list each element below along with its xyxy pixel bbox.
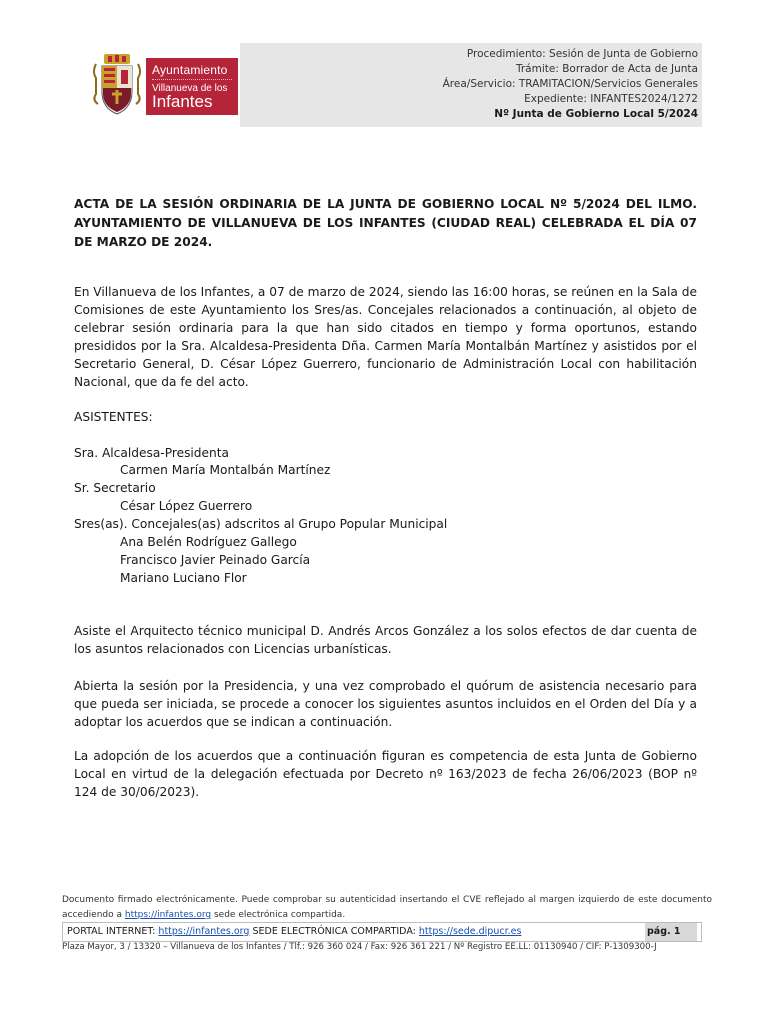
asistentes-heading: ASISTENTES:	[74, 410, 153, 424]
arquitecto-paragraph: Asiste el Arquitecto técnico municipal D. Andrés Arcos González a los solos efectos de dar cuenta de los asuntos relacionados con Licencias urbanísticas.	[74, 624, 697, 656]
intro-paragraph: En Villanueva de los Infantes, a 07 de marzo de 2024, siendo las 16:00 horas, se reúnen en la Sala de Comisiones de este Ayuntamiento los Sres/as. Concejales relacionados a continuación, al objeto de celebrar sesión ordinaria para la que han sido citados en tiempo y forma oportunos, estando presididos por la Sra. Alcaldesa-Presidenta Dña. Carmen María Montalbán Martínez y asistidos por el Secretario General, D. César López Guerrero, funcionario de Administración Local con habilitación Nacional, que da fe del acto.	[74, 285, 697, 389]
concejal-item: Ana Belén Rodríguez Gallego	[120, 535, 297, 549]
footer-address: Plaza Mayor, 3 / 13320 – Villanueva de los Infantes / Tlf.: 926 360 024 / Fax: 926 361 221 / Nº Registro EE.LL: 01130940 / CIF: P-1309300-J	[62, 942, 657, 952]
procedure-header	[240, 43, 702, 127]
header-expediente: Expediente: INFANTES2024/1272	[524, 93, 698, 105]
alcaldesa-name: Carmen María Montalbán Martínez	[120, 463, 331, 477]
secretario-role: Sr. Secretario	[74, 481, 156, 495]
header-junta: Nº Junta de Gobierno Local 5/2024	[494, 108, 698, 120]
sede-label: SEDE ELECTRÓNICA COMPARTIDA:	[252, 926, 416, 937]
signature-note-text: Documento firmado electrónicamente. Puede comprobar su autenticidad insertando el CVE reflejado al margen izquierdo de este documento accediendo a	[62, 895, 712, 920]
concejal-item: Mariano Luciano Flor	[120, 571, 247, 585]
note-link[interactable]: https://infantes.org	[124, 910, 212, 920]
competencia-paragraph: La adopción de los acuerdos que a continuación figuran es competencia de esta Junta de Gobierno Local en virtud de la delegación efectuada por Decreto nº 163/2023 de fecha 26/06/2023 (BOP nº 124 de 30/06/2023).	[74, 749, 697, 799]
portal-label: PORTAL INTERNET:	[67, 926, 156, 937]
signature-note	[62, 893, 712, 923]
sede-link[interactable]: https://sede.dipucr.es	[418, 926, 522, 937]
logo-separator	[152, 79, 232, 80]
portal-bar	[62, 922, 702, 942]
secretario-name: César López Guerrero	[120, 499, 253, 513]
header-procedimiento: Procedimiento: Sesión de Junta de Gobierno	[466, 48, 698, 60]
apertura-paragraph: Abierta la sesión por la Presidencia, y una vez comprobado el quórum de asistencia necesario para que pueda ser iniciada, se procede a conocer los siguientes asuntos incluidos en el Orden del Día y a adoptar los acuerdos que se indican a continuación.	[74, 679, 697, 729]
coat-of-arms-icon	[90, 54, 144, 116]
portal-link[interactable]: https://infantes.org	[158, 926, 250, 937]
header-tramite: Trámite: Borrador de Acta de Junta	[515, 63, 698, 75]
signature-note-tail: sede electrónica compartida.	[213, 910, 346, 920]
concejal-item: Francisco Javier Peinado García	[120, 553, 311, 567]
alcaldesa-role: Sra. Alcaldesa-Presidenta	[74, 446, 230, 460]
logo-line1: Ayuntamiento	[152, 63, 228, 77]
concejales-role: Sres(as). Concejales(as) adscritos al Grupo Popular Municipal	[74, 517, 448, 531]
header-area: Área/Servicio: TRAMITACION/Servicios Generales	[442, 78, 698, 90]
logo-line2: Villanueva de los	[152, 83, 228, 94]
logo-brand	[146, 58, 238, 115]
logo-line3: Infantes	[152, 92, 213, 111]
page-number: pág. 1	[645, 923, 697, 941]
municipal-logo	[90, 54, 240, 116]
document-title: ACTA DE LA SESIÓN ORDINARIA DE LA JUNTA DE GOBIERNO LOCAL Nº 5/2024 DEL ILMO. AYUNTAMIENTO DE VILLANUEVA DE LOS INFANTES (CIUDAD REAL) CELEBRADA EL DÍA 07 DE MARZO DE 2024.	[74, 197, 697, 249]
